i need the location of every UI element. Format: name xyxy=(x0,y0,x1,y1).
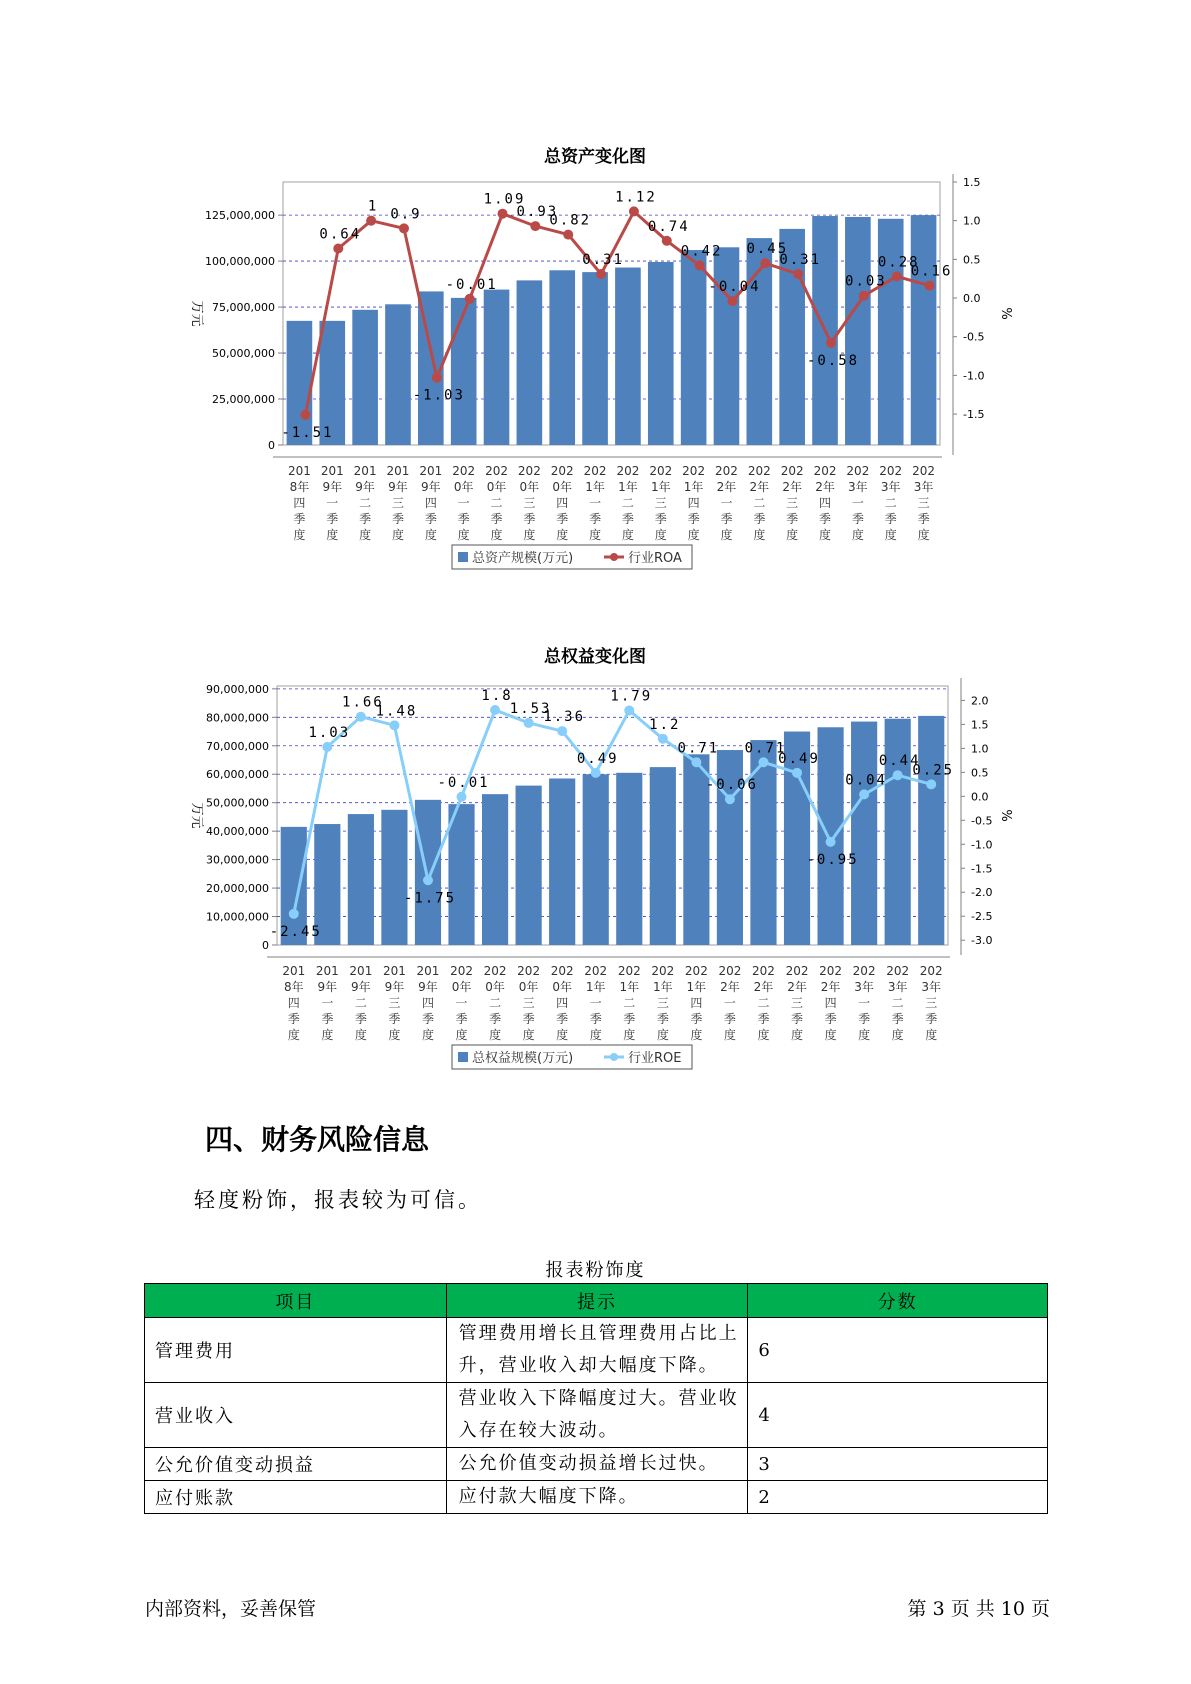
x-tick-label: 202 1年一季度 xyxy=(583,464,607,542)
data-label: 0.45 xyxy=(746,241,789,258)
line-point xyxy=(465,294,475,304)
x-tick-label: 201 8年四季度 xyxy=(282,964,306,1042)
table-row xyxy=(145,1448,1048,1481)
line-point xyxy=(658,734,668,744)
x-tick-label: 202 0年三季度 xyxy=(517,464,541,542)
y2-tick-label: 0.0 xyxy=(971,790,989,804)
bar xyxy=(451,298,477,445)
x-tick-label: 201 9年四季度 xyxy=(419,464,443,542)
bar xyxy=(348,814,374,945)
data-label: 0.71 xyxy=(744,740,787,757)
line-point xyxy=(596,269,606,279)
x-tick-label: 202 2年三季度 xyxy=(785,964,809,1042)
line-point xyxy=(524,718,534,728)
line-point xyxy=(926,779,936,789)
table-caption: 报表粉饰度 xyxy=(545,1260,646,1281)
y2-tick-label: 0.5 xyxy=(971,766,989,780)
y2-axis-label: % xyxy=(998,307,1013,320)
data-label: -0.95 xyxy=(806,851,859,868)
line-point xyxy=(925,281,935,291)
line-point xyxy=(760,258,770,268)
bar xyxy=(851,722,877,945)
data-label: 0.25 xyxy=(912,762,955,779)
line-point xyxy=(758,757,768,767)
data-label: -0.04 xyxy=(708,279,761,296)
line-point xyxy=(289,909,299,919)
x-tick-label: 201 9年二季度 xyxy=(353,464,377,542)
line-point xyxy=(457,792,467,802)
x-tick-label: 202 1年四季度 xyxy=(682,464,706,542)
row-item: 管理费用 xyxy=(145,1318,447,1383)
x-tick-label: 202 0年三季度 xyxy=(517,964,541,1042)
row-item: 营业收入 xyxy=(145,1383,447,1448)
x-tick-label: 201 9年一季度 xyxy=(320,464,344,542)
data-label: -1.51 xyxy=(281,424,334,441)
x-tick-label: 202 2年一季度 xyxy=(718,964,742,1042)
data-label: 1.66 xyxy=(342,694,384,711)
line-point xyxy=(366,216,376,226)
data-label: 1.36 xyxy=(543,709,586,726)
line-point xyxy=(333,244,343,254)
x-tick-label: 202 1年一季度 xyxy=(584,964,608,1042)
y2-tick-label: 0.0 xyxy=(963,292,981,306)
line-point xyxy=(389,720,399,730)
bar xyxy=(918,716,944,945)
total-assets-chart xyxy=(0,140,1191,600)
y-tick-label: 70,000,000 xyxy=(206,739,269,753)
line-point xyxy=(356,712,366,722)
bar xyxy=(549,270,575,445)
bar xyxy=(484,290,510,445)
line-point xyxy=(893,770,903,780)
chart-svg xyxy=(0,640,1191,1090)
bar xyxy=(448,804,474,945)
data-label: 1.2 xyxy=(649,716,681,733)
y-tick-label: 0 xyxy=(268,439,275,452)
data-label: 0.04 xyxy=(845,772,887,789)
y2-tick-label: -1.0 xyxy=(963,369,985,383)
x-tick-label: 201 9年二季度 xyxy=(349,964,373,1042)
y2-tick-label: -3.0 xyxy=(971,934,993,948)
line-point xyxy=(557,726,567,736)
line-point xyxy=(662,236,672,246)
data-label: -0.06 xyxy=(705,777,759,794)
bar xyxy=(648,262,674,445)
legend-bar-swatch xyxy=(458,552,468,562)
line-point xyxy=(300,410,310,420)
plot-area xyxy=(277,686,948,945)
data-label: 1.12 xyxy=(615,189,657,206)
row-item: 应付账款 xyxy=(145,1481,447,1514)
y-tick-label: 10,000,000 xyxy=(206,910,269,924)
bar xyxy=(582,272,608,445)
x-tick-label: 202 1年二季度 xyxy=(616,464,640,542)
bar xyxy=(714,247,740,445)
data-label: 0.42 xyxy=(680,243,723,260)
y2-tick-label: -0.5 xyxy=(963,330,985,344)
bar xyxy=(352,310,378,445)
bar xyxy=(616,773,642,945)
data-label: -0.01 xyxy=(445,276,498,293)
y2-tick-label: 1.5 xyxy=(971,718,989,732)
bar xyxy=(516,786,542,945)
data-label: 0.49 xyxy=(778,750,820,767)
line-point xyxy=(322,742,332,752)
total-equity-chart xyxy=(0,640,1191,1090)
x-tick-label: 202 0年一季度 xyxy=(452,464,476,542)
data-label: 0.44 xyxy=(878,753,921,770)
bar xyxy=(878,219,904,445)
x-tick-label: 202 2年二季度 xyxy=(752,964,775,1042)
row-score: 4 xyxy=(748,1383,1048,1448)
bar xyxy=(482,794,508,945)
header-hint: 提示 xyxy=(446,1284,748,1318)
legend-line-marker xyxy=(610,553,618,561)
x-tick-label: 201 9年四季度 xyxy=(416,964,440,1042)
bar xyxy=(415,800,441,945)
x-tick-label: 202 1年四季度 xyxy=(684,964,708,1042)
data-label: 1 xyxy=(367,198,379,215)
line-point xyxy=(498,209,508,219)
footer-confidential: 内部资料，妥善保管 xyxy=(145,1598,317,1620)
x-tick-label: 202 3年二季度 xyxy=(886,964,910,1042)
legend-bar-label: 总权益规模(万元) xyxy=(472,1051,574,1066)
x-tick-label: 202 0年二季度 xyxy=(483,964,507,1042)
x-tick-label: 202 3年三季度 xyxy=(912,464,936,542)
legend-line-label: 行业ROE xyxy=(628,1051,682,1066)
legend-line-label: 行业ROA xyxy=(628,551,682,566)
whitewash-table xyxy=(144,1283,1048,1514)
x-tick-label: 202 2年四季度 xyxy=(819,964,843,1042)
bar xyxy=(385,304,411,445)
plot-area xyxy=(283,182,940,445)
x-tick-label: 202 0年四季度 xyxy=(550,964,574,1042)
y2-tick-label: -1.5 xyxy=(971,862,993,876)
bar xyxy=(817,727,843,945)
y2-tick-label: -2.0 xyxy=(971,886,993,900)
bar xyxy=(517,280,543,445)
data-label: -0.58 xyxy=(806,352,860,369)
data-label: -2.45 xyxy=(269,923,322,940)
x-tick-label: 202 2年四季度 xyxy=(813,464,837,542)
data-label: 0.82 xyxy=(549,212,592,229)
line-point xyxy=(629,206,639,216)
line-point xyxy=(691,757,701,767)
data-label: 0.31 xyxy=(779,252,822,269)
x-tick-label: 202 0年一季度 xyxy=(450,964,473,1042)
data-label: -0.01 xyxy=(437,774,490,791)
bar xyxy=(845,217,871,445)
x-tick-label: 202 3年一季度 xyxy=(846,464,870,542)
data-label: 0.71 xyxy=(677,740,720,757)
x-tick-label: 201 9年一季度 xyxy=(315,964,339,1042)
y-tick-label: 125,000,000 xyxy=(205,209,275,223)
x-tick-label: 202 1年二季度 xyxy=(617,964,641,1042)
data-label: -1.03 xyxy=(412,387,465,404)
chart-svg xyxy=(0,140,1191,600)
row-score: 2 xyxy=(748,1481,1048,1514)
data-label: -1.75 xyxy=(403,890,457,907)
line-point xyxy=(727,296,737,306)
data-label: 0.16 xyxy=(910,263,953,280)
y2-tick-label: -1.5 xyxy=(963,408,985,422)
x-tick-label: 202 2年三季度 xyxy=(780,464,804,542)
data-label: 1.03 xyxy=(308,724,351,741)
line-point xyxy=(725,794,735,804)
y2-tick-label: 2.0 xyxy=(971,694,989,708)
data-label: 0.28 xyxy=(877,254,920,271)
data-label: 0.03 xyxy=(845,273,887,290)
y-tick-label: 40,000,000 xyxy=(206,825,269,839)
line-point xyxy=(591,768,601,778)
bar xyxy=(615,268,641,445)
table-row xyxy=(145,1481,1048,1514)
line-point xyxy=(563,230,573,240)
row-hint: 管理费用增长且管理费用占比上升，营业收入却大幅度下降。 xyxy=(446,1318,748,1383)
line-point xyxy=(826,338,836,348)
line-point xyxy=(826,837,836,847)
row-score: 6 xyxy=(748,1318,1048,1383)
y2-tick-label: 0.5 xyxy=(963,253,981,267)
line-point xyxy=(792,768,802,778)
y-tick-label: 20,000,000 xyxy=(206,882,269,896)
y2-tick-label: 1.0 xyxy=(963,214,981,228)
line-point xyxy=(399,223,409,233)
data-label: 0.74 xyxy=(647,218,690,235)
y-tick-label: 60,000,000 xyxy=(206,768,269,782)
x-tick-label: 202 1年三季度 xyxy=(649,464,673,542)
data-label: 0.31 xyxy=(582,252,624,269)
y-axis-label: 万元 xyxy=(189,300,204,327)
x-tick-label: 201 8年四季度 xyxy=(287,464,311,542)
line-point xyxy=(859,291,869,301)
line-point xyxy=(892,271,902,281)
risk-summary: 轻度粉饰，报表较为可信。 xyxy=(194,1188,482,1212)
data-label: 1.8 xyxy=(481,687,513,704)
bar xyxy=(681,250,707,445)
y-tick-label: 100,000,000 xyxy=(205,255,275,269)
y-tick-label: 25,000,000 xyxy=(212,393,275,407)
row-hint: 营业收入下降幅度过大。营业收入存在较大波动。 xyxy=(446,1383,748,1448)
data-label: 0.9 xyxy=(390,206,422,223)
y-tick-label: 50,000,000 xyxy=(212,347,275,361)
row-item: 公允价值变动损益 xyxy=(145,1448,447,1481)
data-label: 1.53 xyxy=(509,700,552,717)
line-point xyxy=(695,261,705,271)
x-tick-label: 202 3年二季度 xyxy=(879,464,903,542)
y2-tick-label: -2.5 xyxy=(971,910,993,924)
chart-title: 总权益变化图 xyxy=(544,647,646,667)
y-tick-label: 80,000,000 xyxy=(206,711,269,725)
line-point xyxy=(490,705,500,715)
x-tick-label: 202 2年二季度 xyxy=(747,464,771,542)
x-tick-label: 202 0年四季度 xyxy=(550,464,574,542)
y2-axis-label: % xyxy=(998,809,1013,822)
y-axis-label: 万元 xyxy=(189,802,204,829)
bar xyxy=(583,774,609,945)
y-tick-label: 0 xyxy=(262,939,269,952)
table-header-row xyxy=(145,1284,1048,1318)
data-label: 0.64 xyxy=(319,226,362,243)
line-point xyxy=(859,789,869,799)
data-label: 0.49 xyxy=(576,750,619,767)
header-score: 分数 xyxy=(748,1284,1048,1318)
bar xyxy=(381,810,407,945)
chart-title: 总资产变化图 xyxy=(544,147,646,167)
row-hint: 应付款大幅度下降。 xyxy=(446,1481,748,1514)
y-tick-label: 90,000,000 xyxy=(206,682,269,696)
x-tick-label: 202 1年三季度 xyxy=(651,964,675,1042)
x-tick-label: 201 9年三季度 xyxy=(382,964,406,1042)
y2-tick-label: 1.5 xyxy=(963,176,981,189)
y2-tick-label: -0.5 xyxy=(971,814,993,828)
x-tick-label: 202 3年三季度 xyxy=(919,964,943,1042)
data-label: 0.93 xyxy=(516,204,559,221)
section-heading: 四、财务风险信息 xyxy=(205,1123,430,1156)
data-label: 1.48 xyxy=(375,703,418,720)
x-tick-label: 202 2年一季度 xyxy=(715,464,738,542)
table-row xyxy=(145,1318,1048,1383)
x-tick-label: 201 9年三季度 xyxy=(386,464,410,542)
legend-line-marker xyxy=(610,1053,618,1061)
legend-bar-swatch xyxy=(458,1052,468,1062)
row-hint: 公允价值变动损益增长过快。 xyxy=(446,1448,748,1481)
line-point xyxy=(530,221,540,231)
x-tick-label: 202 0年二季度 xyxy=(485,464,508,542)
table-row xyxy=(145,1383,1048,1448)
bar xyxy=(650,767,676,945)
data-label: 1.79 xyxy=(610,688,653,705)
bar xyxy=(549,779,575,946)
x-tick-label: 202 3年一季度 xyxy=(852,964,876,1042)
bar xyxy=(911,215,937,445)
row-score: 3 xyxy=(748,1448,1048,1481)
legend-bar-label: 总资产规模(万元) xyxy=(472,551,574,566)
y-tick-label: 50,000,000 xyxy=(206,796,269,810)
header-item: 项目 xyxy=(145,1284,447,1318)
y-tick-label: 75,000,000 xyxy=(212,301,275,315)
data-label: 1.09 xyxy=(483,191,526,208)
line-point xyxy=(423,875,433,885)
footer-page-number: 第 3 页 共 10 页 xyxy=(907,1598,1050,1620)
line-point xyxy=(624,705,634,715)
y2-tick-label: -1.0 xyxy=(971,838,993,852)
y2-tick-label: 1.0 xyxy=(971,742,989,756)
y-tick-label: 30,000,000 xyxy=(206,853,269,867)
line-point xyxy=(793,269,803,279)
line-point xyxy=(432,373,442,383)
